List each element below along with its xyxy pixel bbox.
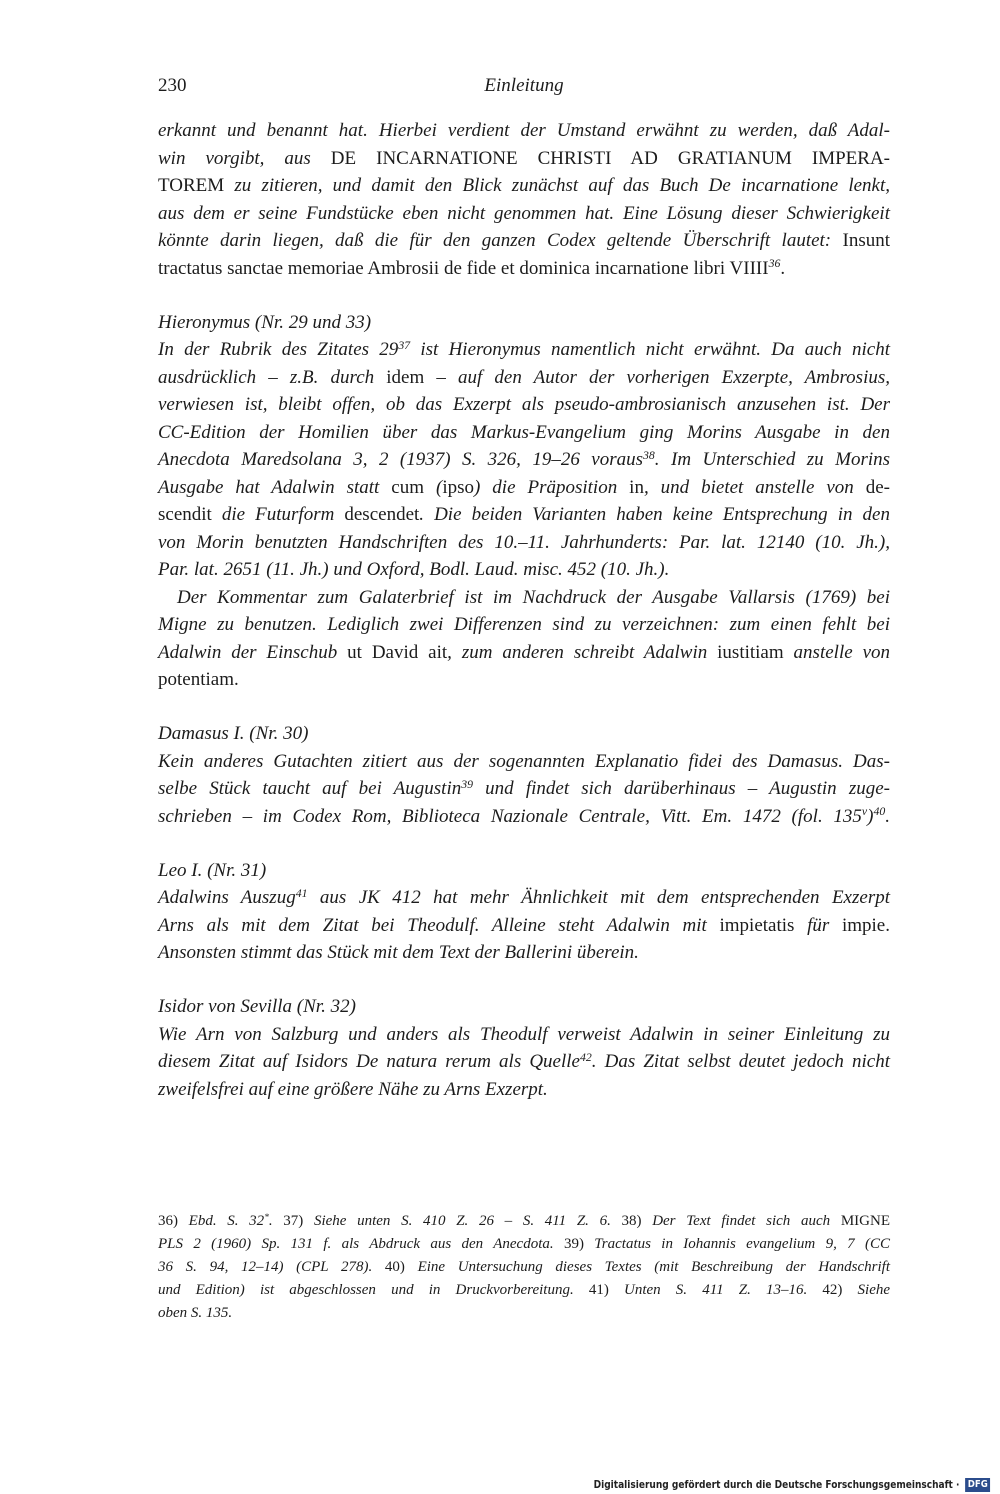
text-run: Arns als mit dem Zitat bei Theodulf. Alleine steht Adalwin mit	[158, 914, 720, 936]
footnote-marker: 41	[295, 886, 308, 900]
text-run: impie.	[841, 914, 890, 936]
text-run: de-	[865, 476, 891, 498]
text-run: Ebd. S. 32	[188, 1213, 265, 1229]
text-run: (	[435, 476, 443, 498]
text-line	[158, 474, 890, 502]
text-run: Eine Untersuchung dieses Textes (mit Beschreibung der Handschrift	[417, 1259, 890, 1275]
text-run: Adalwins Auszug	[158, 887, 296, 908]
paragraph	[158, 584, 890, 694]
footnote-line	[158, 1256, 890, 1279]
footnote-marker: 40	[873, 805, 886, 819]
text-line	[158, 446, 890, 474]
text-run: Siehe unten S. 410 Z. 26 – S. 411 Z. 6.	[313, 1213, 622, 1229]
text-run: In der Rubrik des Zitates 29	[158, 339, 399, 360]
text-line	[158, 529, 890, 557]
paragraph	[158, 748, 890, 831]
digitization-credit	[593, 1477, 990, 1493]
text-run: .	[780, 257, 786, 279]
dfg-logo: DFG	[965, 1478, 990, 1492]
footnote-marker: 37	[398, 338, 411, 352]
text-run: zu zitieren, und damit den Blick zunächst auf das Buch De incarnatione lenkt,	[224, 175, 890, 196]
footnote-line	[158, 1233, 890, 1256]
text-run: 36 S. 94, 12–14) (CPL 278).	[158, 1259, 385, 1275]
paragraph	[158, 1021, 890, 1104]
text-section	[158, 117, 890, 282]
text-line	[158, 391, 890, 419]
text-run: – auf den Autor der vorherigen Exzerpte, Ambrosius,	[424, 366, 890, 388]
footnote-marker: 36	[768, 257, 781, 271]
text-run: aus JK 412 hat mehr Ähnlichkeit mit dem entsprechenden Exzerpt	[307, 887, 890, 908]
section-heading: Isidor von Sevilla (Nr. 32)	[158, 996, 356, 1017]
text-run: 40)	[384, 1259, 418, 1275]
footnote-marker: 42	[579, 1050, 592, 1064]
section-heading: Damasus I. (Nr. 30)	[158, 723, 309, 744]
text-line	[158, 172, 890, 200]
text-run: scendit	[158, 504, 212, 525]
text-line	[158, 912, 890, 940]
text-line	[158, 803, 890, 831]
text-run: Der Kommentar zum Galaterbrief ist im Nachdruck der Ausgabe Vallarsis (1769) bei	[177, 586, 890, 608]
text-run: .	[885, 805, 890, 827]
text-line	[158, 611, 890, 639]
text-run: idem	[386, 366, 425, 388]
text-run: erkannt und benannt hat. Hierbei verdient der Umstand erwähnt zu werden, daß Adal-	[158, 120, 890, 141]
text-run: Der Text findet sich auch	[652, 1213, 841, 1229]
text-run: und Edition) ist abgeschlossen und in Druckvorbereitung.	[158, 1282, 589, 1298]
text-run: . Das Zitat selbst deutet jedoch nicht	[591, 1051, 890, 1072]
text-run: in	[629, 476, 644, 498]
text-run: anstelle von	[783, 641, 890, 663]
text-run: aus dem er seine Fundstücke eben nicht genommen hat. Eine Lösung dieser Schwierigkeit	[158, 202, 890, 224]
footnotes	[158, 1210, 890, 1325]
paragraph	[158, 117, 890, 282]
text-run: . Die beiden Varianten haben keine Entsprechung in den	[419, 504, 890, 525]
text-line	[158, 666, 890, 694]
text-run: CC-Edition der Homilien über das Markus-Evangelium ging Morins Ausgabe in den	[158, 421, 890, 443]
text-section	[158, 993, 890, 1103]
text-line	[158, 584, 890, 612]
footnote-marker: v	[861, 805, 868, 819]
text-run: selbe Stück taucht auf bei Augustin	[158, 778, 462, 799]
text-run: ipso	[442, 476, 474, 498]
footnote-line	[158, 1302, 890, 1325]
text-run: Migne zu benutzen. Lediglich zwei Differenzen sind zu verzeichnen: zum einen fehlt bei	[158, 614, 890, 635]
text-line	[158, 200, 890, 228]
text-run: , zum anderen schreibt Adalwin	[447, 641, 718, 663]
text-run: könnte darin liegen, daß die für den ganzen Codex geltende Überschrift lautet:	[158, 230, 843, 251]
text-run: impietatis	[719, 914, 795, 936]
text-run: Siehe	[857, 1282, 891, 1298]
text-run: )	[867, 805, 874, 827]
text-run: win vorgibt, aus	[158, 147, 331, 169]
text-run: von Morin benutzten Handschriften des 10.–11. Jahrhunderts: Par. lat. 12140 (10. Jh.),	[158, 531, 890, 553]
text-line	[158, 117, 890, 145]
running-head-title: Einleitung	[484, 75, 564, 96]
running-header	[158, 72, 890, 100]
text-run: iustitiam	[717, 641, 784, 663]
text-line	[158, 1076, 890, 1104]
text-line	[158, 145, 890, 173]
text-run: ) die Präposition	[474, 476, 630, 498]
text-line	[158, 939, 890, 967]
text-run: und findet sich darüberhinaus – Augustin zuge-	[473, 778, 890, 799]
text-run: MIGNE	[840, 1213, 890, 1229]
text-run: potentiam.	[158, 669, 239, 690]
text-run: Wie Arn von Salzburg und anders als Theodulf verweist Adalwin in seiner Einleitung zu	[158, 1023, 890, 1045]
text-run: 41)	[588, 1282, 624, 1298]
text-run: 37)	[283, 1213, 314, 1229]
text-run: Ansonsten stimmt das Stück mit dem Text der Ballerini überein.	[158, 942, 639, 963]
footnote-line	[158, 1279, 890, 1302]
section-heading: Hieronymus (Nr. 29 und 33)	[158, 311, 372, 333]
text-run: descendet	[344, 504, 420, 525]
text-run: diesem Zitat auf Isidors De natura rerum als Quelle	[158, 1051, 580, 1072]
text-line	[158, 1021, 890, 1049]
text-section	[158, 309, 890, 694]
text-section	[158, 720, 890, 830]
text-run: oben S. 135.	[158, 1305, 233, 1321]
text-run: 39)	[563, 1236, 595, 1252]
text-run: PLS 2 (1960) Sp. 131 f. als Abdruck aus den Anecdota.	[158, 1236, 564, 1252]
text-run: Adalwin der Einschub	[158, 641, 348, 663]
text-run: cum	[391, 476, 436, 498]
text-run: ut David ait	[347, 641, 448, 663]
text-run: ausdrücklich – z.B. durch	[158, 366, 387, 388]
text-run: 42)	[822, 1282, 858, 1298]
text-line	[158, 419, 890, 447]
paragraph	[158, 884, 890, 967]
footnote-line	[158, 1210, 890, 1233]
text-section	[158, 857, 890, 967]
text-run: DE INCARNATIONE CHRISTI AD GRATIANUM IMPERA-	[330, 147, 890, 169]
text-line	[158, 364, 890, 392]
text-run: die Futurform	[211, 504, 345, 525]
text-run: zweifelsfrei auf eine größere Nähe zu Arns Exzerpt.	[158, 1078, 548, 1100]
text-line	[158, 556, 890, 584]
text-line	[158, 336, 890, 364]
text-line	[158, 775, 890, 803]
section-heading: Leo I. (Nr. 31)	[158, 859, 267, 881]
text-run: , und bietet anstelle von	[643, 476, 866, 498]
text-run: TOREM	[158, 175, 225, 196]
text-line	[158, 639, 890, 667]
text-run: Anecdota Maredsolana 3, 2 (1937) S. 326, 19–26 voraus	[158, 449, 644, 470]
text-run: . Im Unterschied zu Morins	[654, 449, 891, 470]
text-line	[158, 748, 890, 776]
text-run: Unten S. 411 Z. 13–16.	[624, 1282, 823, 1298]
text-run: schrieben – im Codex Rom, Biblioteca Nazionale Centrale, Vitt. Em. 1472 (fol. 135	[158, 805, 862, 827]
text-line	[158, 255, 890, 283]
text-line	[158, 884, 890, 912]
main-text	[158, 117, 890, 1103]
text-run: tractatus sanctae memoriae Ambrosii de fide et dominica incarnatione libri VIIII	[158, 257, 769, 279]
text-line	[158, 501, 890, 529]
text-run: für	[794, 914, 842, 936]
page-number: 230	[158, 75, 187, 96]
credit-text: Digitalisierung gefördert durch die Deutsche Forschungsgemeinschaft ·	[593, 1479, 960, 1491]
text-line	[158, 227, 890, 255]
footnote-marker: 38	[643, 448, 655, 462]
text-run: Tractatus in Iohannis evangelium 9, 7 (CC	[594, 1236, 890, 1252]
text-line	[158, 1048, 890, 1076]
text-run: Kein anderes Gutachten zitiert aus der sogenannten Explanatio fidei des Damasus. Das-	[158, 750, 890, 772]
footnote-marker: *	[264, 1212, 269, 1223]
paragraph	[158, 336, 890, 584]
text-run: Insunt	[842, 230, 890, 251]
text-run: ist Hieronymus namentlich nicht erwähnt. Da auch nicht	[410, 339, 890, 360]
text-run: 38)	[621, 1213, 653, 1229]
text-run: Ausgabe hat Adalwin statt	[158, 476, 392, 498]
text-run: 36)	[158, 1213, 189, 1229]
text-run: Par. lat. 2651 (11. Jh.) und Oxford, Bodl. Laud. misc. 452 (10. Jh.).	[158, 559, 670, 580]
text-run: verwiesen ist, bleibt offen, ob das Exzerpt als pseudo-ambrosianisch anzusehen ist. Der	[158, 394, 890, 415]
footnote-marker: 39	[461, 777, 473, 791]
text-run: .	[268, 1213, 284, 1229]
